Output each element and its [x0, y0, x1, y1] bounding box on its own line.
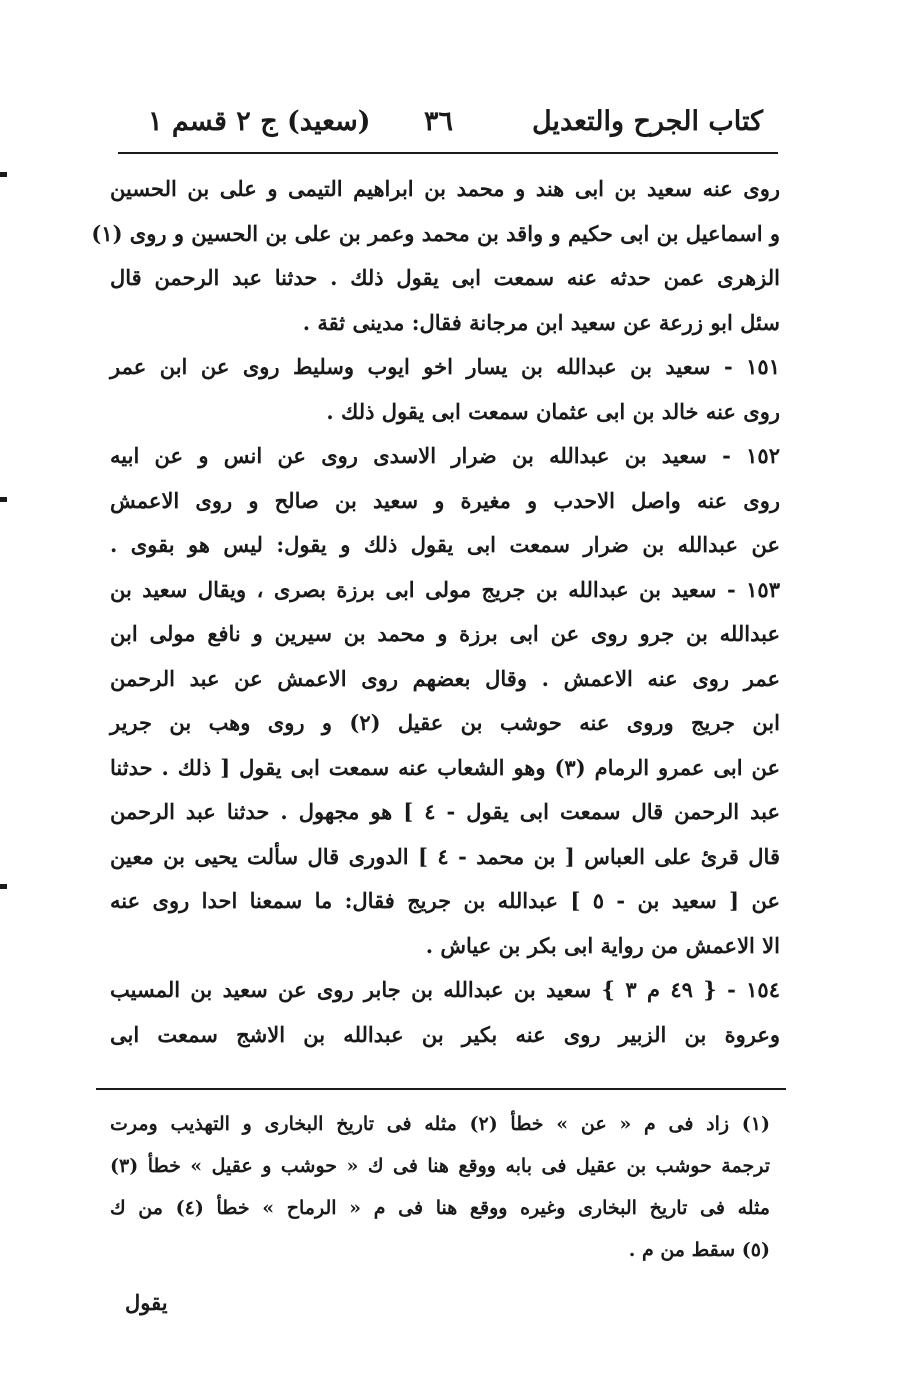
page-number: ٣٦ [423, 106, 453, 137]
text-line: قال قرئ على العباس [ بن محمد - ٤ ] الدورى قال سألت يحيى بن معين [110, 843, 780, 869]
text-line: عن عبدالله بن ضرار سمعت ابى يقول ذلك و يقول: ليس هو بقوى . [110, 532, 780, 557]
book-title: كتاب الجرح والتعديل [531, 106, 763, 137]
entry-151-line: ١٥١ - سعيد بن عبدالله بن يسار اخو ايوب وسليط روى عن ابن عمر [110, 354, 780, 379]
text-line: عن [ سعيد بن - ٥ ] عبدالله بن جريج فقال: ما سمعنا احدا روى عنه [110, 888, 780, 913]
text-line: الزهرى عمن حدثه عنه سمعت ابى يقول ذلك . حدثنا عبد الرحمن قال [110, 265, 780, 290]
footnote-rule [96, 1088, 786, 1090]
text-line: روى عنه سعيد بن ابى هند و محمد بن ابراهيم التيمى و على بن الحسين [110, 176, 780, 201]
text-line: و اسماعيل بن ابى حكيم و واقد بن محمد وعمر بن على بن الحسين و روى (١) [91, 220, 780, 246]
scan-edge-mark [0, 497, 7, 502]
catchword: يقول [125, 1290, 168, 1315]
text-line: سئل ابو زرعة عن سعيد ابن مرجانة فقال: مدينى ثقة . [302, 309, 780, 335]
scan-edge-mark [0, 172, 7, 177]
entry-152-line: ١٥٢ - سعيد بن عبدالله بن ضرار الاسدى روى عن انس و عن ابيه [110, 443, 780, 468]
text-line: عن ابى عمرو الرمام (٣) وهو الشعاب عنه سمعت ابى يقول [ ذلك . حدثنا [110, 754, 781, 780]
text-line: عبد الرحمن قال سمعت ابى يقول - ٤ ] هو مجهول . حدثنا عبد الرحمن [110, 799, 780, 824]
section-label: (سعيد) ج ٢ قسم ١ [148, 106, 371, 137]
entry-154-line: ١٥٤ - { ٤٩ م ٣ } سعيد بن عبدالله بن جابر روى عن سعيد بن المسيب [110, 977, 780, 1002]
footnote-line: (٥) سقط من م . [628, 1239, 770, 1261]
text-line: الا الاعمش من رواية ابى بكر بن عياش . [425, 932, 780, 958]
text-line: عمر روى عنه الاعمش . وقال بعضهم روى الاعمش عن عبد الرحمن [110, 665, 780, 691]
running-header [118, 100, 763, 152]
text-line: روى عنه واصل الاحدب و مغيرة و سعيد بن صالح و روى الاعمش [110, 487, 780, 513]
text-line: ابن جريج وروى عنه حوشب بن عقيل (٢) و روى وهب بن جرير [110, 710, 780, 735]
main-text [91, 167, 781, 1057]
entry-153-line: ١٥٣ - سعيد بن عبدالله بن جريج مولى ابى برزة بصرى ، ويقال سعيد بن [110, 576, 780, 602]
text-line: وعروة بن الزبير روى عنه بكير بن عبدالله بن الاشج سمعت ابى [110, 1021, 780, 1047]
text-line: عبدالله بن جرو روى عن ابى برزة و محمد بن سيرين و نافع مولى ابن [110, 621, 780, 646]
footnote-line: (١) زاد فى م « عن » خطأ (٢) مثله فى تاريخ البخارى و التهذيب ومرت [110, 1113, 770, 1135]
footnote-line: ترجمة حوشب بن عقيل فى بابه ووقع هنا فى ك « حوشب و عقيل » خطأ (٣) [110, 1155, 770, 1177]
scan-edge-mark [0, 884, 7, 889]
footnotes [110, 1103, 770, 1271]
text-line: روى عنه خالد بن ابى عثمان سمعت ابى يقول ذلك . [326, 398, 780, 424]
footnote-line: مثله فى تاريخ البخارى وغيره ووقع هنا فى م « الرماح » خطأ (٤) من ك [110, 1197, 770, 1219]
header-rule [118, 152, 778, 154]
